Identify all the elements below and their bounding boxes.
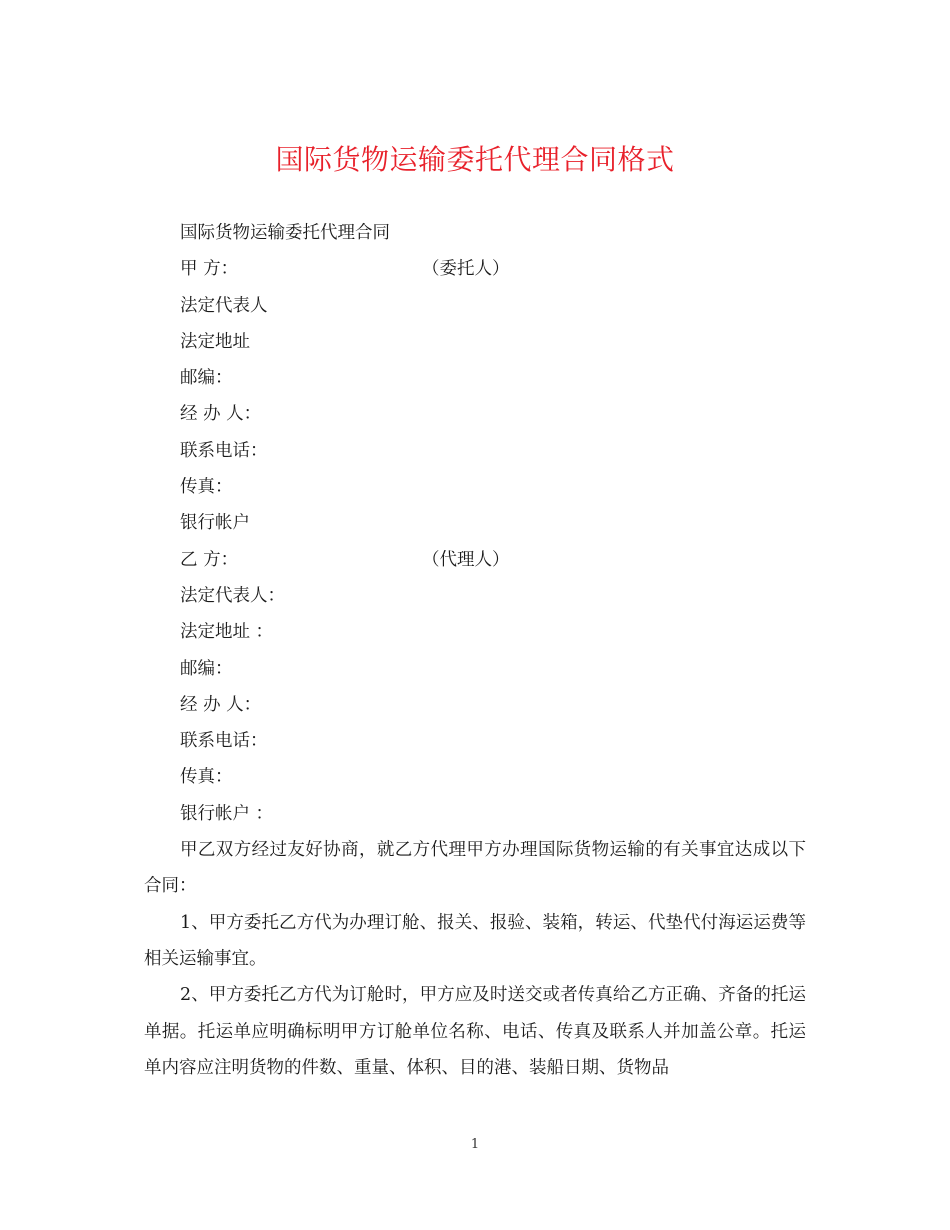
party-a-field: 法定代表人: [180, 295, 268, 316]
party-b-field: 法定代表人：: [180, 585, 285, 606]
intro-paragraph: 甲乙双方经过友好协商，就乙方代理甲方办理国际货物运输的有关事宜达成以下合同：: [144, 840, 806, 897]
party-a-field: 联系电话：: [180, 440, 268, 461]
party-a-field: 邮编：: [180, 368, 233, 389]
party-a-role: （委托人）: [422, 259, 510, 280]
document-body: [144, 215, 806, 1086]
contract-heading: 国际货物运输委托代理合同: [180, 223, 390, 243]
party-b-field: 银行帐户 ：: [180, 803, 274, 824]
party-b-field: 法定地址 ：: [180, 622, 274, 643]
party-b-role: （代理人）: [422, 549, 510, 570]
party-b-field: 经 办 人：: [180, 694, 262, 715]
party-b-label: 乙 方：: [180, 549, 239, 570]
party-b-field: 传真：: [180, 767, 233, 788]
party-a-field: 银行帐户: [180, 513, 250, 534]
party-a-label: 甲 方：: [180, 259, 239, 280]
clause-paragraph: 2、甲方委托乙方代为订舱时，甲方应及时送交或者传真给乙方正确、齐备的托运单据。托运单应明确标明甲方订舱单位名称、电话、传真及联系人并加盖公章。托运单内容应注明货物的件数、重量、体积、目的港、装船日期、货物品: [144, 985, 806, 1078]
page-number: 1: [470, 1137, 480, 1152]
party-a-field: 传真：: [180, 477, 233, 498]
party-b-field: 邮编：: [180, 658, 233, 679]
party-a-field: 法定地址: [180, 331, 250, 352]
party-a-line: [144, 251, 806, 287]
party-b-field: 联系电话：: [180, 731, 268, 752]
party-b-line: [144, 542, 806, 578]
clause-paragraph: 1、甲方委托乙方代为办理订舱、报关、报验、装箱，转运、代垫代付海运运费等相关运输事宜。: [144, 912, 806, 969]
document-title: 国际货物运输委托代理合同格式: [275, 143, 675, 176]
party-a-field: 经 办 人：: [180, 404, 262, 425]
